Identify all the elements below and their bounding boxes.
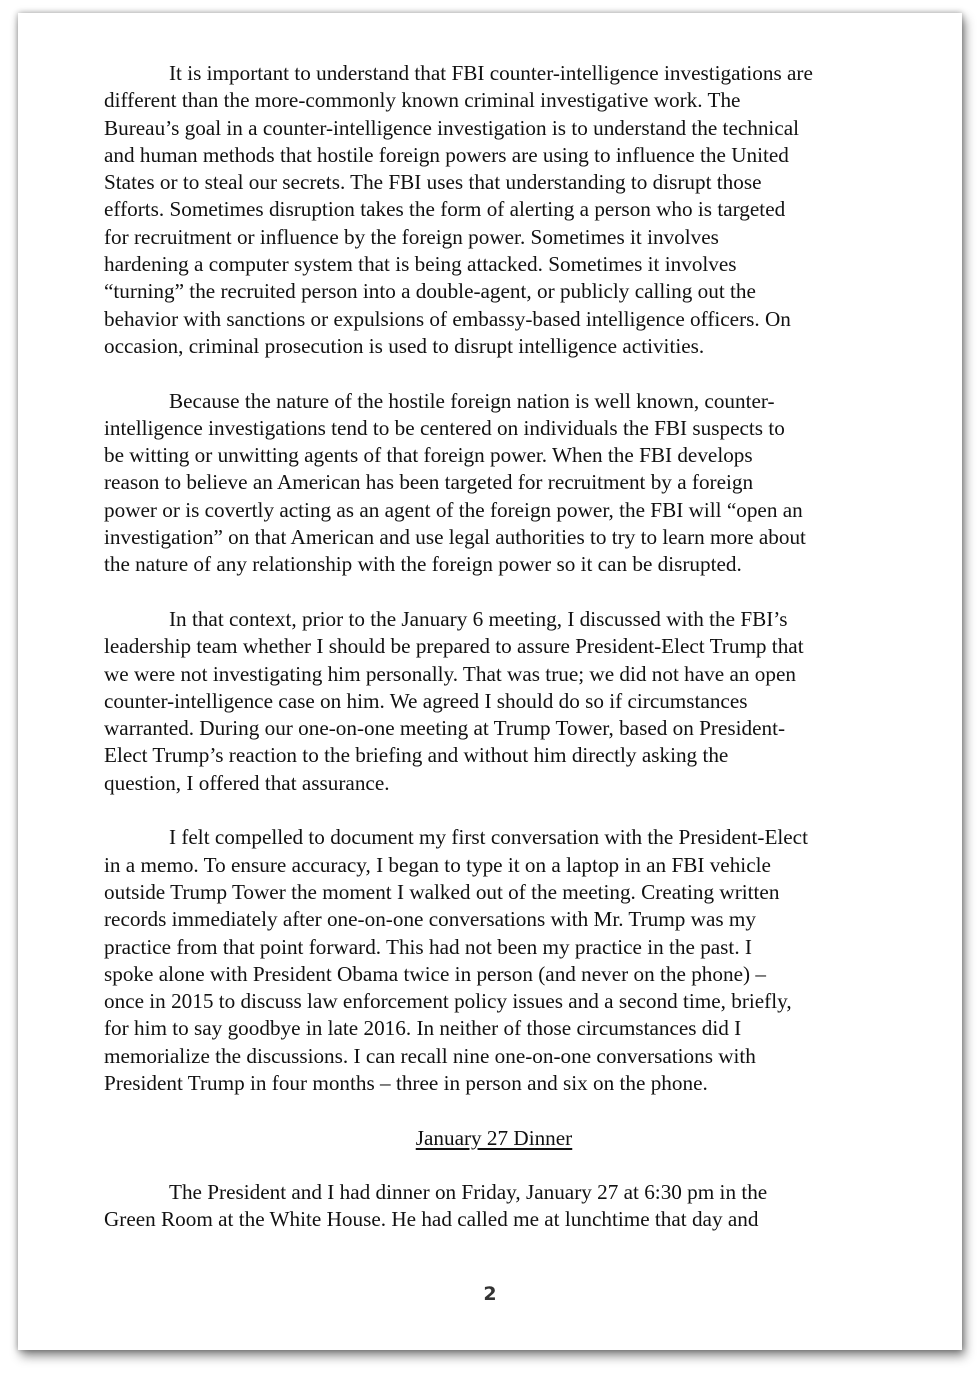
text-line: I felt compelled to document my first conversation with the President-Elect	[169, 825, 808, 850]
paragraph-january-27-dinner	[104, 1179, 904, 1234]
text-line: warranted. During our one-on-one meeting at Trump Tower, based on President-	[104, 716, 786, 741]
text-line: practice from that point forward. This had not been my practice in the past. I	[104, 934, 752, 959]
text-line: “turning” the recruited person into a double-agent, or publicly calling out the	[104, 279, 756, 304]
text-line: leadership team whether I should be prepared to assure President-Elect Trump that	[104, 634, 804, 659]
text-line: hardening a computer system that is being attacked. Sometimes it involves	[104, 252, 737, 277]
page-number: 2	[483, 1283, 497, 1305]
text-line: counter-intelligence case on him. We agreed I should do so if circumstances	[104, 688, 748, 713]
text-line: different than the more-commonly known criminal investigative work. The	[104, 88, 741, 113]
text-line: behavior with sanctions or expulsions of embassy-based intelligence officers. On	[104, 306, 791, 331]
text-line: for recruitment or influence by the foreign power. Sometimes it involves	[104, 224, 719, 249]
text-line: and human methods that hostile foreign powers are using to influence the United	[104, 142, 789, 167]
text-line: outside Trump Tower the moment I walked out of the meeting. Creating written	[104, 879, 780, 904]
text-line: Elect Trump’s reaction to the briefing and without him directly asking the	[104, 743, 729, 768]
paragraph-memo-documentation	[104, 824, 904, 1097]
text-line: occasion, criminal prosecution is used to disrupt intelligence activities.	[104, 333, 705, 358]
text-line: records immediately after one-on-one conversations with Mr. Trump was my	[104, 907, 756, 932]
text-line: It is important to understand that FBI counter-intelligence investigations are	[169, 61, 813, 85]
text-line: in a memo. To ensure accuracy, I began to type it on a laptop in an FBI vehicle	[104, 852, 771, 877]
text-line: President Trump in four months – three in person and six on the phone.	[104, 1070, 708, 1095]
text-line: we were not investigating him personally. That was true; we did not have an open	[104, 661, 796, 686]
text-line: Green Room at the White House. He had called me at lunchtime that day and	[104, 1207, 759, 1232]
text-line: question, I offered that assurance.	[104, 770, 390, 795]
document-body	[104, 60, 904, 1261]
text-line: memorialize the discussions. I can recall nine one-on-one conversations with	[104, 1043, 756, 1068]
text-line: In that context, prior to the January 6 meeting, I discussed with the FBI’s	[169, 606, 788, 631]
paragraph-counterintelligence-overview	[104, 60, 904, 360]
text-line: reason to believe an American has been targeted for recruitment by a foreign	[104, 470, 754, 495]
paragraph-january-6-meeting	[104, 606, 904, 797]
text-line: once in 2015 to discuss law enforcement policy issues and a second time, briefly,	[104, 989, 792, 1014]
section-heading-text: January 27 Dinner	[415, 1125, 573, 1150]
text-line: efforts. Sometimes disruption takes the form of alerting a person who is targeted	[104, 197, 786, 222]
text-line: The President and I had dinner on Friday, January 27 at 6:30 pm in the	[169, 1180, 768, 1205]
text-line: power or is covertly acting as an agent of the foreign power, the FBI will “open an	[104, 497, 803, 522]
text-line: be witting or unwitting agents of that foreign power. When the FBI develops	[104, 443, 753, 468]
text-line: investigation” on that American and use legal authorities to try to learn more about	[104, 525, 806, 550]
section-heading	[104, 1125, 904, 1152]
text-line: States or to steal our secrets. The FBI uses that understanding to disrupt those	[104, 170, 762, 195]
paragraph-hostile-foreign-nation	[104, 388, 904, 579]
document-page	[18, 13, 962, 1350]
text-line: Because the nature of the hostile foreign nation is well known, counter-	[169, 388, 775, 413]
text-line: for him to say goodbye in late 2016. In neither of those circumstances did I	[104, 1016, 742, 1041]
text-line: intelligence investigations tend to be centered on individuals the FBI suspects to	[104, 415, 785, 440]
text-line: spoke alone with President Obama twice in person (and never on the phone) –	[104, 961, 766, 986]
text-line: the nature of any relationship with the foreign power so it can be disrupted.	[104, 552, 742, 577]
text-line: Bureau’s goal in a counter-intelligence investigation is to understand the technical	[104, 115, 800, 140]
